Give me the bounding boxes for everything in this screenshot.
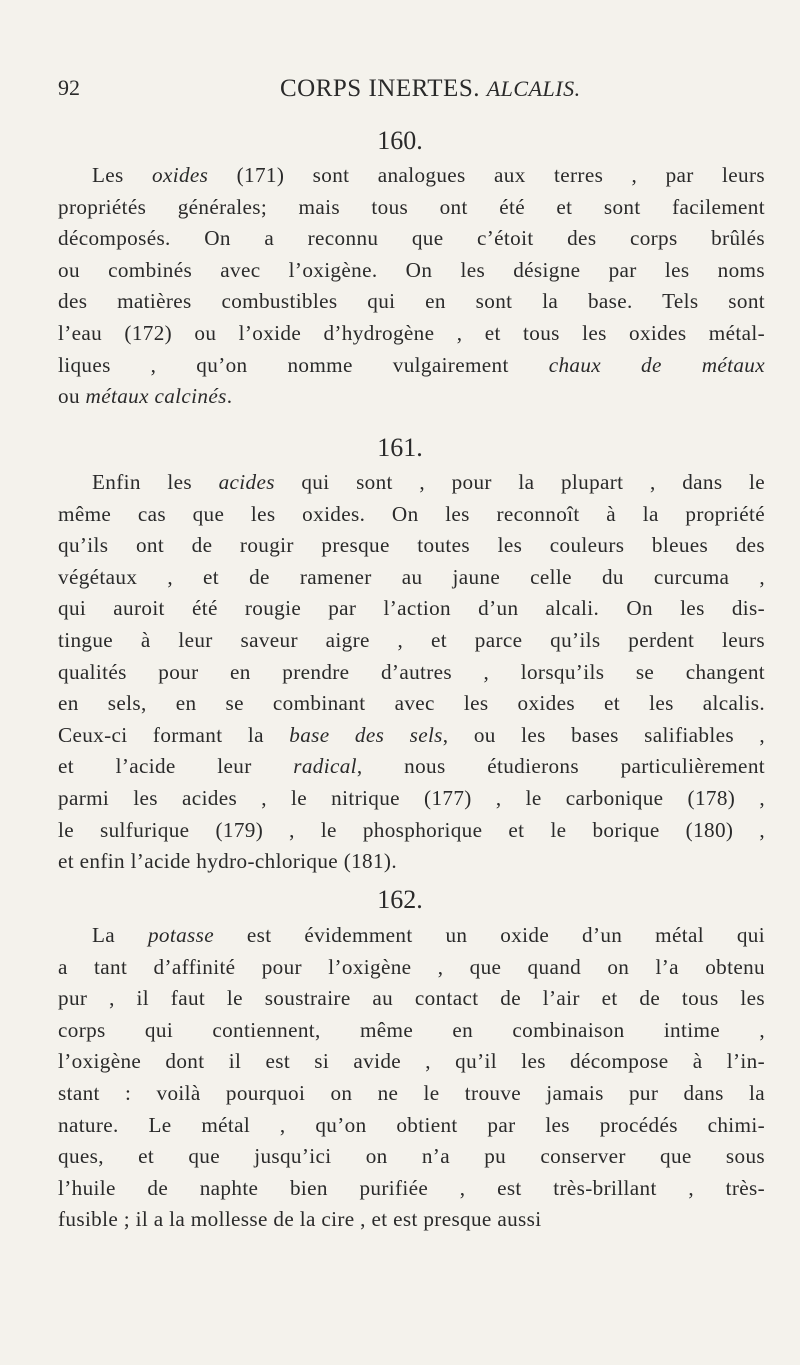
text-line	[58, 192, 765, 224]
text-run: l’oxigène dont il est si avide , qu’il les décompose à l’in-	[58, 1049, 765, 1074]
text-run: liques , qu’on nomme vulgairement	[58, 352, 549, 377]
text-line	[58, 952, 765, 984]
text-run: La	[92, 923, 148, 947]
text-run: corps qui contiennent, même en combinaison intime ,	[58, 1017, 765, 1042]
text-line	[58, 1173, 765, 1205]
text-run: propriétés générales; mais tous ont été et sont facilement	[58, 194, 765, 219]
paragraph-161	[58, 467, 765, 878]
text-run: qui auroit été rougie par l’action d’un alcali. On les dis-	[58, 596, 765, 621]
text-run: des matières combustibles qui en sont la base. Tels sont	[58, 289, 765, 314]
text-run: Enfin les	[92, 470, 219, 494]
section-number-161: 161.	[377, 433, 423, 462]
text-run: stant : voilà pourquoi on ne le trouve jamais pur dans la	[58, 1080, 765, 1105]
section-number-162: 162.	[377, 885, 423, 914]
text-run: .	[226, 384, 233, 409]
text-run: ou combinés avec l’oxigène. On les désigne par les noms	[58, 257, 765, 282]
text-line	[58, 983, 765, 1015]
text-run: Ceux-ci formant la	[58, 722, 290, 747]
text-run: a tant d’affinité pour l’oxigène , que quand on l’a obtenu	[58, 954, 765, 979]
text-line	[58, 846, 765, 878]
paragraph-160	[58, 160, 765, 413]
text-run: , ou les bases salifiables ,	[442, 722, 765, 747]
text-run: qu’ils ont de rougir presque toutes les couleurs bleues des	[58, 533, 765, 558]
text-line	[58, 1204, 765, 1236]
text-run: qui sont , pour la plupart , dans le	[274, 470, 765, 494]
text-line	[58, 920, 765, 952]
text-run: est évidemment un oxide d’un métal qui	[213, 923, 765, 947]
italic-term: acides	[218, 470, 275, 494]
text-line	[58, 720, 765, 752]
text-line	[58, 223, 765, 255]
text-line	[58, 1046, 765, 1078]
text-line	[58, 350, 765, 382]
text-run: Les	[92, 163, 153, 187]
italic-term: potasse	[147, 923, 214, 947]
text-line	[58, 783, 765, 815]
section-number-160: 160.	[377, 126, 423, 155]
text-line	[58, 286, 765, 318]
text-run: et enfin l’acide hydro-chlorique (181).	[58, 849, 397, 874]
text-line	[58, 625, 765, 657]
text-line	[58, 467, 765, 499]
text-run: l’eau (172) ou l’oxide d’hydrogène , et tous les oxides métal-	[58, 320, 765, 345]
text-run: parmi les acides , le nitrique (177) , le carbonique (178) ,	[58, 785, 765, 810]
text-line	[58, 688, 765, 720]
text-line	[58, 499, 765, 531]
text-run: et l’acide leur	[58, 754, 294, 779]
text-line	[58, 657, 765, 689]
paragraph-162	[58, 920, 765, 1236]
text-line	[58, 593, 765, 625]
italic-term: base des sels	[289, 722, 443, 747]
text-run: même cas que les oxides. On les reconnoît à la propriété	[58, 501, 765, 526]
text-run: pur , il faut le soustraire au contact de l’air et de tous les	[58, 986, 765, 1011]
text-run: l’huile de naphte bien purifiée , est très-brillant , très-	[58, 1175, 765, 1200]
italic-term: radical	[293, 754, 357, 779]
running-title-main: CORPS INERTES.	[280, 75, 487, 102]
running-title	[280, 75, 581, 103]
text-line	[58, 160, 765, 192]
text-run: (171) sont analogues aux terres , par leurs	[208, 163, 765, 187]
text-line	[58, 562, 765, 594]
italic-term: métaux calcinés	[85, 384, 227, 409]
text-line	[58, 1078, 765, 1110]
page-number: 92	[58, 75, 80, 100]
italic-term: chaux de métaux	[548, 352, 765, 377]
text-run: fusible ; il a la mollesse de la cire , et est presque aussi	[58, 1207, 542, 1232]
text-line	[58, 1141, 765, 1173]
text-run: nature. Le métal , qu’on obtient par les procédés chimi-	[58, 1112, 765, 1137]
text-run: ques, et que jusqu’ici on n’a pu conserver que sous	[58, 1144, 765, 1169]
text-run: , nous étudierons particulièrement	[356, 754, 765, 779]
text-line	[58, 815, 765, 847]
italic-term: oxides	[152, 163, 209, 187]
text-run: le sulfurique (179) , le phosphorique et le borique (180) ,	[58, 817, 765, 842]
text-run: ou	[58, 384, 86, 409]
text-run: végétaux , et de ramener au jaune celle du curcuma ,	[58, 564, 765, 589]
text-line	[58, 318, 765, 350]
text-line	[58, 751, 765, 783]
text-line	[58, 1110, 765, 1142]
page-header	[58, 75, 758, 111]
text-run: en sels, en se combinant avec les oxides et les alcalis.	[58, 691, 765, 716]
text-line	[58, 1015, 765, 1047]
text-line	[58, 530, 765, 562]
text-run: tingue à leur saveur aigre , et parce qu’ils perdent leurs	[58, 627, 765, 652]
text-line	[58, 381, 765, 413]
text-run: qualités pour en prendre d’autres , lorsqu’ils se changent	[58, 659, 765, 684]
text-run: décomposés. On a reconnu que c’étoit des corps brûlés	[58, 226, 765, 251]
running-title-italic: ALCALIS.	[486, 76, 581, 101]
text-line	[58, 255, 765, 287]
